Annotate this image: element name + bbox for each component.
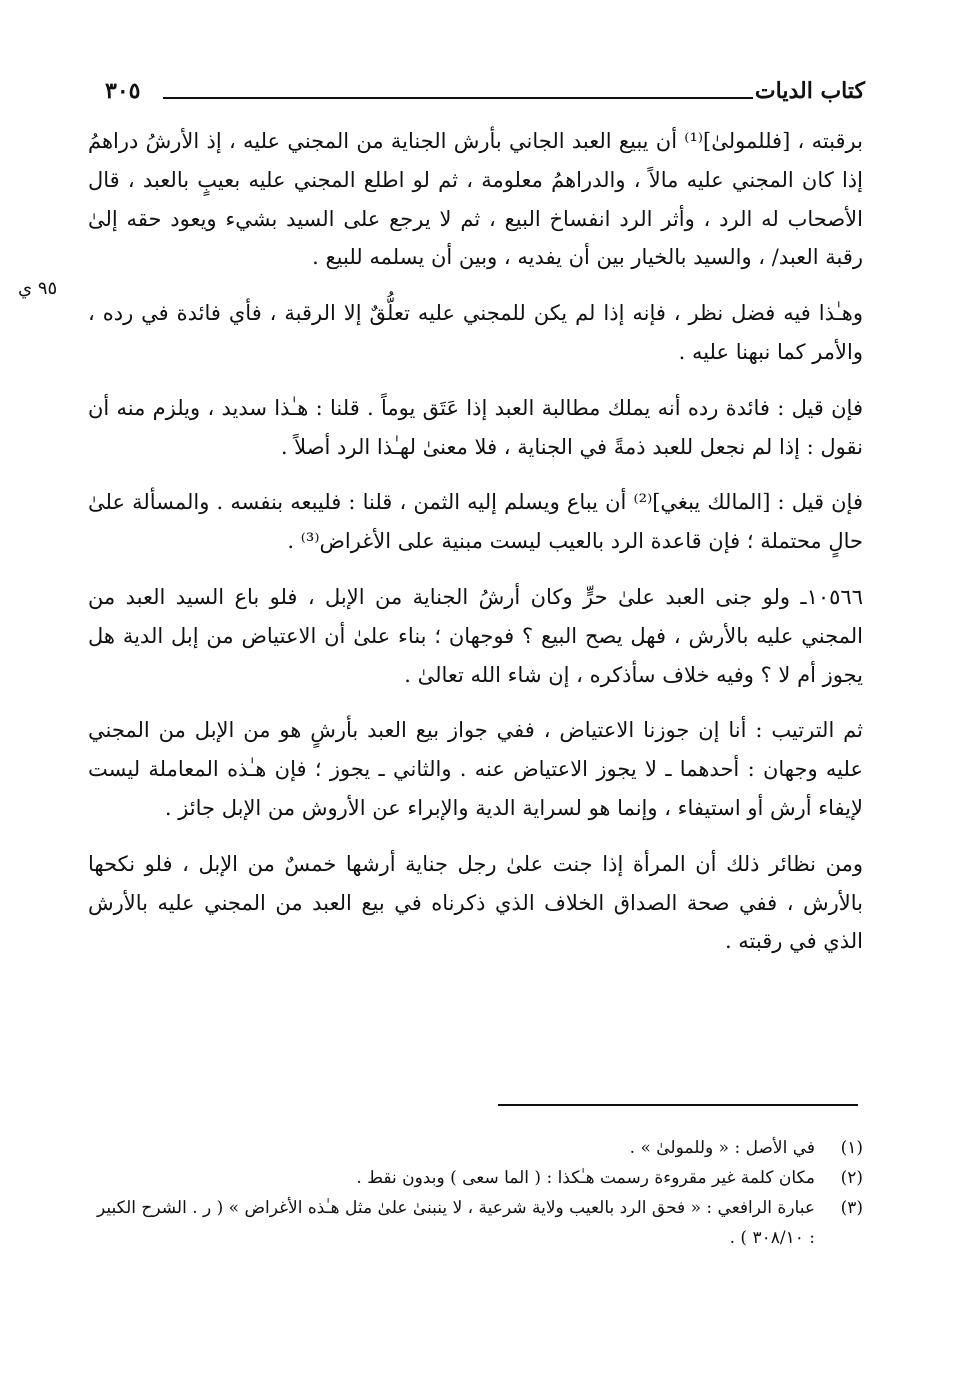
paragraph: ثم الترتيب : أنا إن جوزنا الاعتياض ، ففي جواز بيع العبد بأرشٍ هو من الإبل من المجني عليه وجهان : أحدهما ـ لا يجوز الاعتياض عنه . والثاني ـ يجوز ؛ فإن هـٰذه المعاملة ليست لإيفاء أرش أو استيفاء ، وإنما هو لسراية الدية والإبراء عن الأروش من الإبل جائز . [88,718,863,820]
footnote-number: (١) [840,1138,863,1158]
header-rule [163,97,753,99]
paragraph: فإن قيل : [المالك يبغي]⁽²⁾ أن يباع ويسلم إليه الثمن ، قلنا : فليبعه بنفسه . والمسألة علىٰ حالٍ محتملة ؛ فإن قاعدة الرد بالعيب ليست مبنية على الأغراض⁽³⁾ . [88,490,863,554]
paragraph: ومن نظائر ذلك أن المرأة إذا جنت علىٰ رجل جناية أرشها خمسٌ من الإبل ، فلو نكحها بالأرش ، ففي صحة الصداق الخلاف الذي ذكرناه في بيع العبد من المجني عليه بالأرش الذي في رقبته . [88,851,863,954]
page-number: ٣٠٥ [105,78,141,104]
footnote-number: (٢) [840,1168,863,1188]
footnote [88,1163,863,1193]
paragraph: برقبته ، [فللمولىٰ]⁽¹⁾ أن يبيع العبد الجاني بأرش الجناية من المجني عليه ، إذ الأرشُ دراهمُ إذا كان المجني عليه مالاً ، والدراهمُ معلومة ، ثم لو اطلع المجني عليه بعيبٍ بالعبد ، قال الأصحاب له الرد ، وأثر الرد انفساخ البيع ، ثم لا يرجع على السيد بشيء ويعود حقه إلىٰ رقبة العبد/ ، والسيد بالخيار بين أن يفديه ، وبين أن يسلمه للبيع . [88,129,863,270]
margin-folio-note: ٩٥ ي [18,278,58,299]
header-title: كتاب الديات [754,78,865,104]
paragraph: فإن قيل : فائدة رده أنه يملك مطالبة العبد إذا عَتَق يوماً . قلنا : هـٰذا سديد ، ويلزم منه أن نقول : إذا لم نجعل للعبد ذمةً في الجناية ، فلا معنىٰ لهـٰذا الرد أصلاً . [88,395,863,459]
footnote-text: مكان كلمة غير مقروءة رسمت هـٰكذا : ( الما سعى ) وبدون نقط . [356,1168,815,1188]
footnote-separator [498,1104,858,1106]
main-text [88,122,863,961]
running-header [105,78,865,118]
paragraph: ١٠٥٦٦ـ ولو جنى العبد علىٰ حرٍّ وكان أرشُ الجناية من الإبل ، فلو باع السيد العبد من المجني عليه بالأرش ، فهل يصح البيع ؟ فوجهان ؛ بناء علىٰ أن الاعتياض من إبل الدية هل يجوز أم لا ؟ وفيه خلاف سأذكره ، إن شاء الله تعالىٰ . [88,584,863,687]
footnotes [88,1133,863,1253]
footnote-text: عبارة الرافعي : « فحق الرد بالعيب ولاية شرعية ، لا ينبنىٰ علىٰ مثل هـٰذه الأغراض » ( ر . الشرح الكبير : ٣٠٨/١٠ ) . [97,1198,815,1248]
footnote [88,1193,863,1253]
footnote [88,1133,863,1163]
paragraph: وهـٰذا فيه فضل نظر ، فإنه إذا لم يكن للمجني عليه تعلُّقٌ إلا الرقبة ، فأي فائدة في رده ، والأمر كما نبهنا عليه . [88,301,863,364]
footnote-number: (٣) [840,1198,863,1218]
footnote-text: في الأصل : « وللمولىٰ » . [629,1138,815,1158]
